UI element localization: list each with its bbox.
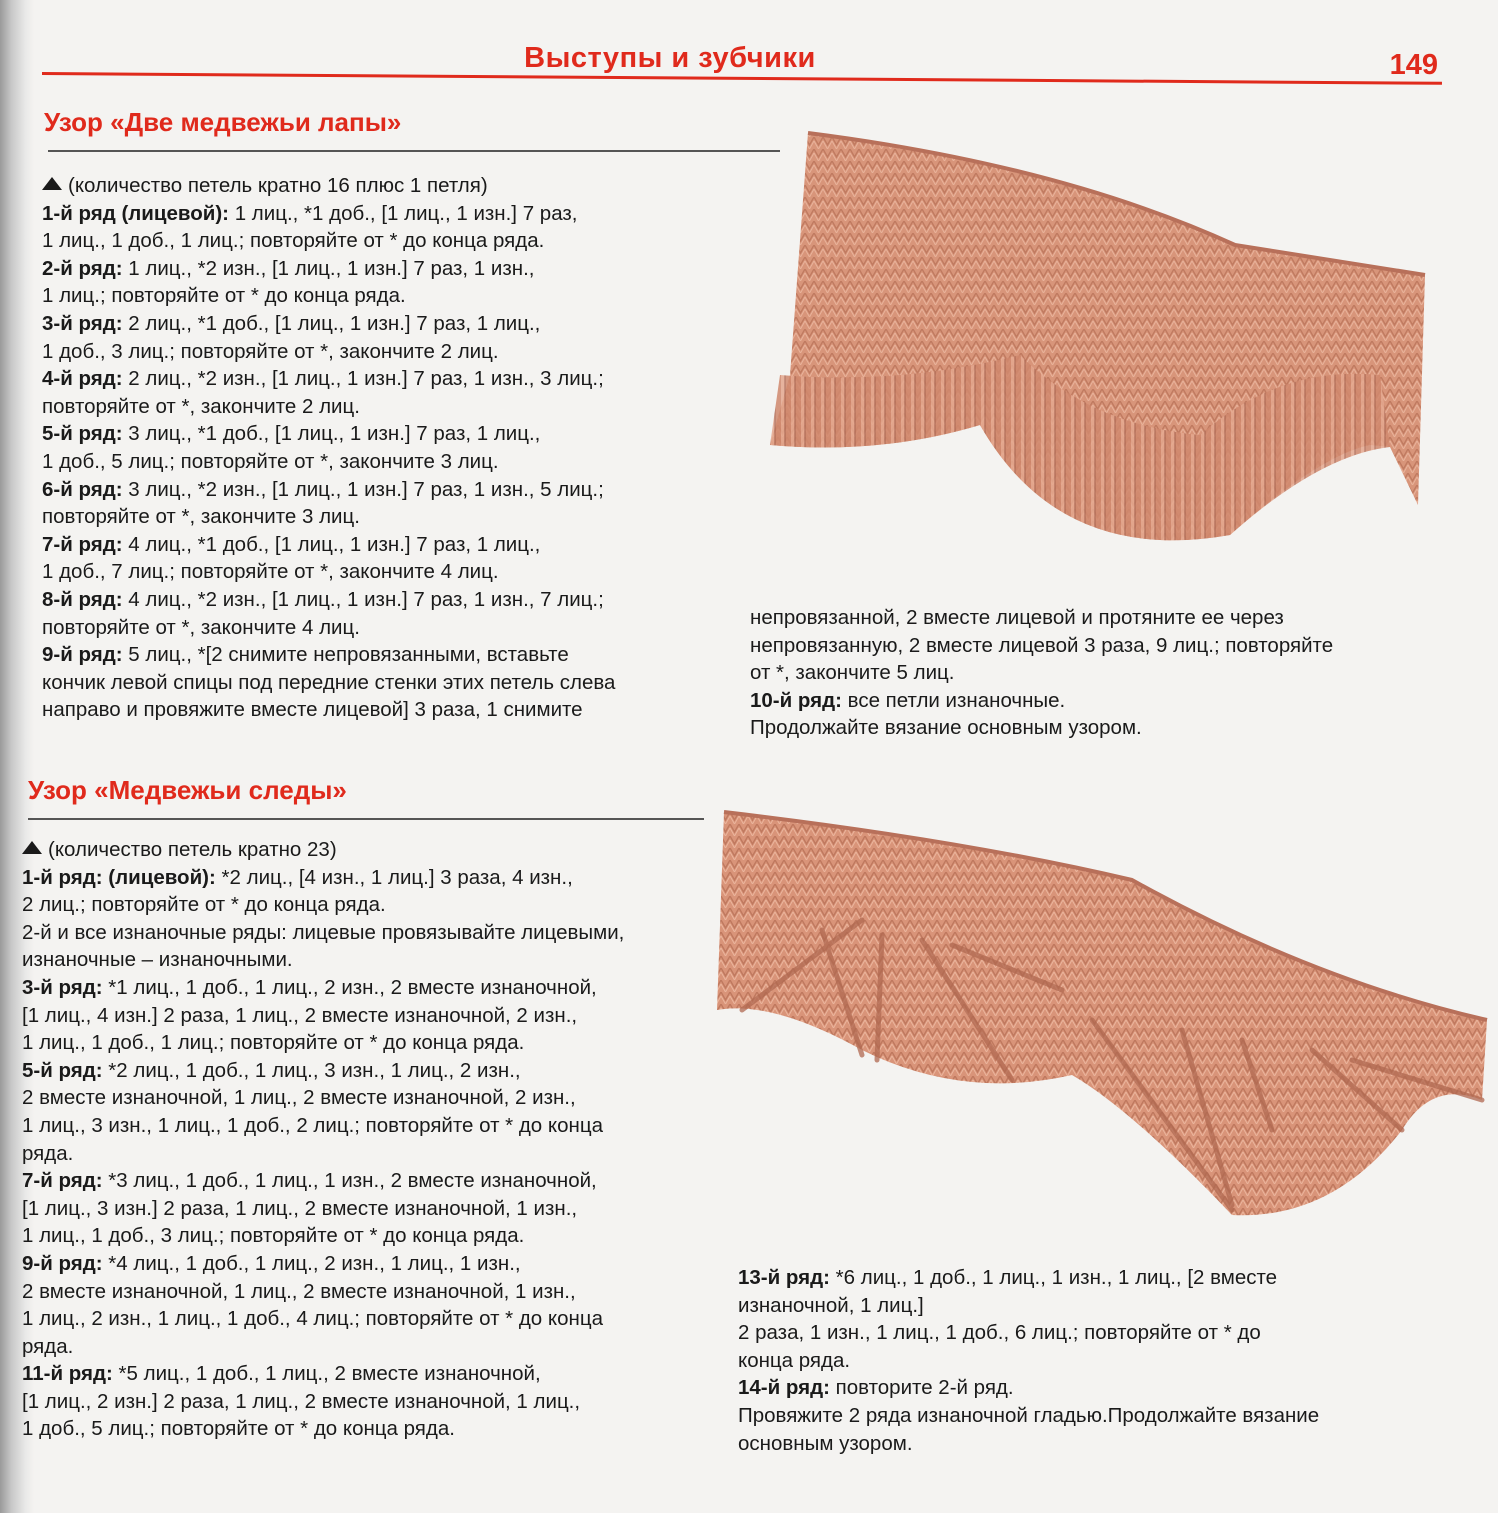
pattern1-line bbox=[42, 696, 742, 724]
row-text: 1 лиц., 1 доб., 3 лиц.; повторяйте от * до конца ряда. bbox=[22, 1224, 525, 1248]
row-label: 4-й ряд: bbox=[42, 367, 123, 391]
row-label: 6-й ряд: bbox=[42, 477, 123, 501]
pattern2-line bbox=[22, 1167, 712, 1195]
pattern1-left-text bbox=[42, 172, 742, 724]
row-text: *5 лиц., 1 доб., 1 лиц., 2 вместе изнаночной, bbox=[112, 1362, 541, 1386]
row-label: 9-й ряд: bbox=[42, 643, 123, 667]
pattern1-title: Узор «Две медвежьи лапы» bbox=[44, 107, 402, 137]
row-label: 7-й ряд: bbox=[22, 1169, 103, 1193]
pattern2-line bbox=[22, 864, 712, 892]
pattern1-line bbox=[42, 365, 742, 393]
row-text: 4 лиц., *2 изн., [1 лиц., 1 изн.] 7 раз, 1 изн., 7 лиц.; bbox=[122, 587, 604, 611]
pattern2-line bbox=[22, 1388, 712, 1416]
row-text: 2 лиц.; повторяйте от * до конца ряда. bbox=[22, 893, 386, 917]
triangle-icon bbox=[42, 177, 62, 190]
pattern2-line bbox=[738, 1319, 1438, 1347]
pattern1-line bbox=[750, 632, 1450, 660]
row-label: 8-й ряд: bbox=[42, 587, 123, 611]
pattern2-line bbox=[22, 1360, 712, 1388]
row-text: [1 лиц., 3 изн.] 2 раза, 1 лиц., 2 вместе изнаночной, 1 изн., bbox=[22, 1196, 578, 1220]
pattern1-line bbox=[42, 531, 742, 559]
row-text: конца ряда. bbox=[738, 1348, 851, 1372]
row-text: кончик левой спицы под передние стенки этих петель слева bbox=[42, 670, 616, 694]
page-number: 149 bbox=[1389, 49, 1438, 81]
triangle-icon bbox=[22, 841, 42, 854]
pattern1-line bbox=[42, 476, 742, 504]
row-text: изнаночные – изнаночными. bbox=[22, 948, 293, 972]
pattern2-line bbox=[22, 891, 712, 919]
row-label: 11-й ряд: bbox=[22, 1362, 113, 1386]
row-text: ряда. bbox=[22, 1141, 74, 1165]
pattern1-line bbox=[42, 282, 742, 310]
row-text: 1 лиц., 3 изн., 1 лиц., 1 доб., 2 лиц.; повторяйте от * до конца bbox=[22, 1113, 603, 1137]
pattern1-line bbox=[750, 687, 1450, 715]
row-text: 2-й и все изнаночные ряды: лицевые провязывайте лицевыми, bbox=[22, 920, 625, 944]
pattern2-title: Узор «Медвежьи следы» bbox=[28, 775, 347, 805]
row-text: повторяйте от *, закончите 4 лиц. bbox=[42, 615, 360, 639]
pattern2-line bbox=[22, 1112, 712, 1140]
row-label: 3-й ряд: bbox=[42, 311, 123, 335]
pattern1-right-text bbox=[750, 604, 1450, 742]
pattern1-line bbox=[42, 393, 742, 421]
pattern2-right-text bbox=[738, 1264, 1438, 1457]
row-label: 5-й ряд: bbox=[22, 1058, 103, 1082]
pattern1-line bbox=[42, 503, 742, 531]
pattern1-line bbox=[42, 641, 742, 669]
pattern1-line bbox=[42, 420, 742, 448]
pattern1-line bbox=[750, 659, 1450, 687]
pattern2-line bbox=[22, 1278, 712, 1306]
pattern2-line bbox=[22, 1029, 712, 1057]
pattern1-line bbox=[42, 338, 742, 366]
row-text: 1 лиц., 1 доб., 1 лиц.; повторяйте от * до конца ряда. bbox=[22, 1031, 525, 1055]
row-label: 10-й ряд: bbox=[750, 688, 842, 712]
pattern1-line bbox=[750, 604, 1450, 632]
pattern1-line bbox=[42, 586, 742, 614]
row-text: *3 лиц., 1 доб., 1 лиц., 1 изн., 2 вместе изнаночной, bbox=[102, 1169, 597, 1193]
row-label: 2-й ряд: bbox=[42, 256, 123, 280]
pattern2-line bbox=[738, 1430, 1438, 1458]
row-label: 5-й ряд: bbox=[42, 422, 123, 446]
pattern1-line bbox=[42, 310, 742, 338]
row-text: направо и провяжите вместе лицевой] 3 раза, 1 снимите bbox=[42, 698, 583, 722]
row-text: 1 лиц., 1 доб., 1 лиц.; повторяйте от * до конца ряда. bbox=[42, 229, 545, 253]
pattern2-note: (количество петель кратно 23) bbox=[22, 836, 712, 864]
row-text: 2 вместе изнаночной, 1 лиц., 2 вместе изнаночной, 2 изн., bbox=[22, 1086, 576, 1110]
pattern1-line bbox=[42, 448, 742, 476]
row-text: 1 лиц., *2 изн., [1 лиц., 1 изн.] 7 раз, 1 изн., bbox=[122, 256, 535, 280]
swatch-two-bear-paws bbox=[760, 125, 1440, 565]
pattern2-line bbox=[22, 1195, 712, 1223]
row-text: [1 лиц., 4 изн.] 2 раза, 1 лиц., 2 вместе изнаночной, 2 изн., bbox=[22, 1003, 578, 1027]
row-label: 9-й ряд: bbox=[22, 1251, 103, 1275]
row-text: Провяжите 2 ряда изнаночной гладью.Продолжайте вязание bbox=[738, 1403, 1320, 1427]
pattern1-line bbox=[42, 614, 742, 642]
pattern1-line bbox=[42, 558, 742, 586]
row-text: 5 лиц., *[2 снимите непровязанными, вставьте bbox=[122, 643, 569, 667]
row-label: 3-й ряд: bbox=[22, 975, 103, 999]
row-text: от *, закончите 5 лиц. bbox=[750, 661, 955, 685]
pattern1-rule bbox=[48, 150, 780, 152]
pattern2-line bbox=[22, 1057, 712, 1085]
pattern2-line bbox=[22, 919, 712, 947]
pattern2-line bbox=[22, 1305, 712, 1333]
row-text: 1 лиц., *1 доб., [1 лиц., 1 изн.] 7 раз, bbox=[229, 201, 578, 225]
pattern2-line bbox=[22, 1333, 712, 1361]
pattern2-rule bbox=[28, 818, 704, 820]
row-text: 1 лиц.; повторяйте от * до конца ряда. bbox=[42, 284, 406, 308]
row-text: 1 доб., 3 лиц.; повторяйте от *, закончите 2 лиц. bbox=[42, 339, 499, 363]
row-label: 13-й ряд: bbox=[738, 1266, 830, 1289]
pattern2-line bbox=[22, 1250, 712, 1278]
row-text: 1 лиц., 2 изн., 1 лиц., 1 доб., 4 лиц.; повторяйте от * до конца bbox=[22, 1307, 603, 1331]
row-text: Продолжайте вязание основным узором. bbox=[750, 716, 1142, 740]
row-text: ряда. bbox=[22, 1334, 74, 1358]
row-text: 2 лиц., *1 доб., [1 лиц., 1 изн.] 7 раз, 1 лиц., bbox=[122, 311, 541, 335]
pattern2-line bbox=[738, 1374, 1438, 1402]
row-text: 1 доб., 5 лиц.; повторяйте от *, закончите 3 лиц. bbox=[42, 449, 499, 473]
pattern2-line bbox=[738, 1347, 1438, 1375]
row-text: 2 лиц., *2 изн., [1 лиц., 1 изн.] 7 раз, 1 изн., 3 лиц.; bbox=[122, 367, 604, 391]
row-text: *2 лиц., 1 доб., 1 лиц., 3 изн., 1 лиц., 2 изн., bbox=[102, 1058, 521, 1082]
pattern1-line bbox=[750, 714, 1450, 742]
pattern1-line bbox=[42, 200, 742, 228]
row-text: повторите 2-й ряд. bbox=[829, 1376, 1014, 1400]
pattern1-note: (количество петель кратно 16 плюс 1 петля) bbox=[42, 172, 742, 200]
pattern2-left-text bbox=[22, 836, 712, 1443]
row-label: 7-й ряд: bbox=[42, 532, 123, 556]
pattern1-line bbox=[42, 255, 742, 283]
row-text: изнаночной, 1 лиц.] bbox=[738, 1293, 924, 1317]
pattern1-line bbox=[42, 227, 742, 255]
pattern2-line bbox=[22, 1002, 712, 1030]
row-text: 1 доб., 5 лиц.; повторяйте от * до конца ряда. bbox=[22, 1417, 455, 1441]
chapter-title: Выступы и зубчики bbox=[524, 42, 816, 74]
row-text: 3 лиц., *2 изн., [1 лиц., 1 изн.] 7 раз, 1 изн., 5 лиц.; bbox=[122, 477, 604, 501]
pattern2-line bbox=[738, 1264, 1438, 1292]
swatch-bear-tracks bbox=[712, 800, 1498, 1230]
row-text: основным узором. bbox=[738, 1431, 913, 1455]
row-text: [1 лиц., 2 изн.] 2 раза, 1 лиц., 2 вместе изнаночной, 1 лиц., bbox=[22, 1389, 581, 1413]
pattern2-line bbox=[22, 946, 712, 974]
row-text: 1 доб., 7 лиц.; повторяйте от *, закончите 4 лиц. bbox=[42, 560, 499, 584]
row-text: *4 лиц., 1 доб., 1 лиц., 2 изн., 1 лиц., 1 изн., bbox=[102, 1251, 521, 1275]
row-label: 1-й ряд: (лицевой): bbox=[22, 865, 216, 889]
row-text: *6 лиц., 1 доб., 1 лиц., 1 изн., 1 лиц., [2 вместе bbox=[829, 1266, 1278, 1289]
row-label: 1-й ряд (лицевой): bbox=[42, 201, 230, 225]
pattern1-rows bbox=[42, 200, 742, 724]
row-text: 2 раза, 1 изн., 1 лиц., 1 доб., 6 лиц.; повторяйте от * до bbox=[738, 1321, 1261, 1345]
pattern2-line bbox=[22, 1415, 712, 1443]
pattern2-line bbox=[22, 1084, 712, 1112]
pattern2-line bbox=[22, 1222, 712, 1250]
pattern2-line bbox=[738, 1292, 1438, 1320]
pattern2-rows bbox=[22, 864, 712, 1443]
row-text: 2 вместе изнаночной, 1 лиц., 2 вместе изнаночной, 1 изн., bbox=[22, 1279, 576, 1303]
row-text: 3 лиц., *1 доб., [1 лиц., 1 изн.] 7 раз, 1 лиц., bbox=[122, 422, 541, 446]
pattern2-line bbox=[22, 974, 712, 1002]
row-text: 4 лиц., *1 доб., [1 лиц., 1 изн.] 7 раз, 1 лиц., bbox=[122, 532, 541, 556]
row-text: *2 лиц., [4 изн., 1 лиц.] 3 раза, 4 изн., bbox=[215, 865, 573, 889]
pattern2-line bbox=[22, 1140, 712, 1168]
row-text: повторяйте от *, закончите 3 лиц. bbox=[42, 505, 360, 529]
pattern1-line bbox=[42, 669, 742, 697]
row-text: *1 лиц., 1 доб., 1 лиц., 2 изн., 2 вместе изнаночной, bbox=[102, 975, 597, 999]
pattern2-line bbox=[738, 1402, 1438, 1430]
row-text: все петли изнаночные. bbox=[841, 688, 1066, 712]
row-text: непровязанную, 2 вместе лицевой 3 раза, 9 лиц.; повторяйте bbox=[750, 633, 1334, 657]
row-text: повторяйте от *, закончите 2 лиц. bbox=[42, 394, 360, 418]
row-text: непровязанной, 2 вместе лицевой и протяните ее через bbox=[750, 606, 1284, 629]
row-label: 14-й ряд: bbox=[738, 1376, 830, 1400]
